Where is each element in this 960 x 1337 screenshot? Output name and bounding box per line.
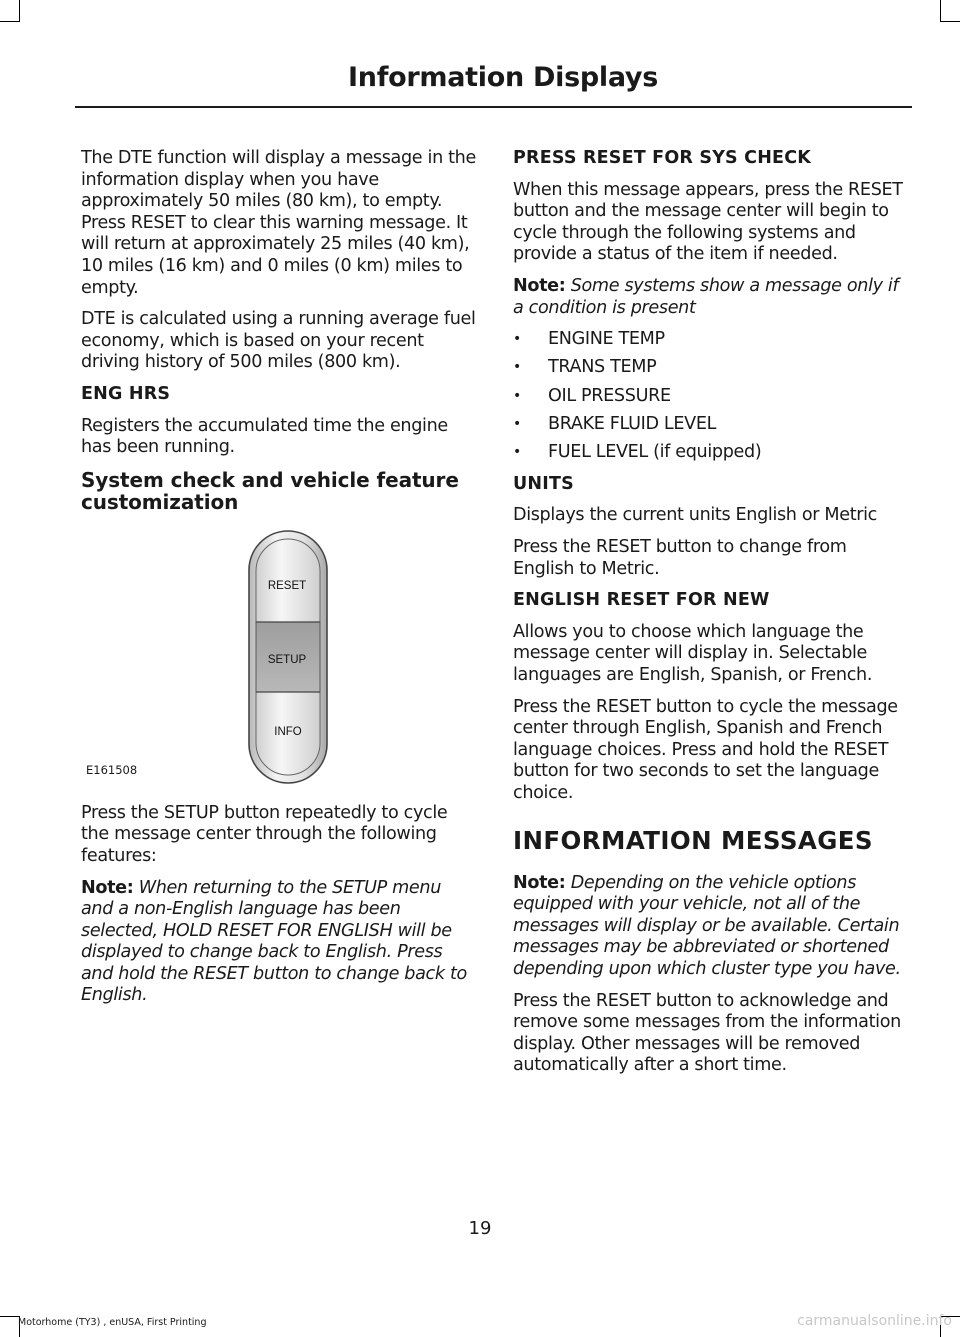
system-check-list (513, 329, 909, 464)
note-text: When returning to the SETUP menu and a non-English language has been selected, HOLD RESET FOR ENGLISH will be displayed to change back to English. Press and hold the RESET button to change back to English. (81, 877, 467, 1006)
right-column (513, 148, 909, 1087)
crop-mark-top-left-h (0, 21, 20, 22)
sys-check-paragraph: When this message appears, press the RESET button and the message center will begin to cycle through the following systems and provide a status of the item if needed. (513, 179, 903, 265)
language-reset-paragraph: Press the RESET button to cycle the message center through English, Spanish and French language choices. Press and hold the RESET button for two seconds to set the language choice. (513, 696, 898, 803)
list-item: • TRANS TEMP (513, 357, 909, 379)
info-button-label: INFO (274, 725, 302, 738)
dte-paragraph: The DTE function will display a message in the information display when you have approximately 50 miles (80 km), to empty. Press RESET to clear this warning message. It will return at approximately 25 miles (40 km), 10 miles (16 km) and 0 miles (0 km) miles to empty. (81, 148, 476, 298)
crop-mark-top-right-v (940, 0, 941, 22)
list-item: • ENGINE TEMP (513, 329, 909, 351)
list-item: • OIL PRESSURE (513, 386, 909, 408)
setup-note (81, 878, 476, 1008)
setup-button-label: SETUP (267, 653, 307, 666)
page-number: 19 (468, 1218, 492, 1239)
figure-code: E161508 (86, 762, 138, 777)
crop-mark-top-right-h (940, 21, 960, 22)
eng-hrs-paragraph: Registers the accumulated time the engine has been running. (81, 415, 448, 458)
info-messages-note (513, 873, 909, 981)
watermark: carmanualsonline.info (797, 1313, 952, 1329)
setup-paragraph: Press the SETUP button repeatedly to cycle the message center through the following features: (81, 802, 448, 866)
note-label: Note: (513, 275, 566, 296)
system-check-heading: System check and vehicle feature customization (81, 467, 459, 514)
information-messages-heading: INFORMATION MESSAGES (513, 825, 873, 855)
button-cluster-figure (81, 527, 476, 785)
press-reset-heading: PRESS RESET FOR SYS CHECK (513, 148, 812, 168)
sys-check-note (513, 276, 909, 319)
acknowledge-paragraph: Press the RESET button to acknowledge and remove some messages from the information display. Other messages will be removed automatically after a short time. (513, 990, 901, 1076)
footer-text: Motorhome (TY3) , enUSA, First Printing (18, 1317, 207, 1328)
header-rule (75, 106, 912, 108)
note-text: Some systems show a message only if a condition is present (513, 275, 899, 318)
units-reset-paragraph: Press the RESET button to change from English to Metric. (513, 537, 847, 579)
dte-average-paragraph: DTE is calculated using a running average fuel economy, which is based on your recent driving history of 500 miles (800 km). (81, 309, 476, 373)
units-heading: UNITS (513, 473, 574, 494)
note-label: Note: (81, 877, 134, 898)
button-cluster-illustration (81, 527, 476, 785)
crop-mark-top-left-v (19, 0, 20, 22)
language-paragraph: Allows you to choose which language the message center will display in. Selectable languages are English, Spanish, or French. (513, 621, 873, 686)
list-item: • FUEL LEVEL (if equipped) (513, 442, 909, 464)
page-header-title: Information Displays (348, 62, 658, 93)
reset-button-label: RESET (267, 579, 307, 592)
units-paragraph: Displays the current units English or Metric (513, 505, 877, 526)
note-text: Depending on the vehicle options equipped with your vehicle, not all of the messages will display or be available. Certain messages may be abbreviated or shortened depending upon which cluster type you have. (513, 872, 901, 979)
crop-mark-bottom-left-h (0, 1316, 20, 1317)
note-label: Note: (513, 872, 566, 893)
left-column (81, 148, 476, 1017)
english-reset-heading: ENGLISH RESET FOR NEW (513, 590, 770, 611)
list-item: • BRAKE FLUID LEVEL (513, 414, 909, 436)
eng-hrs-heading: ENG HRS (81, 383, 171, 404)
